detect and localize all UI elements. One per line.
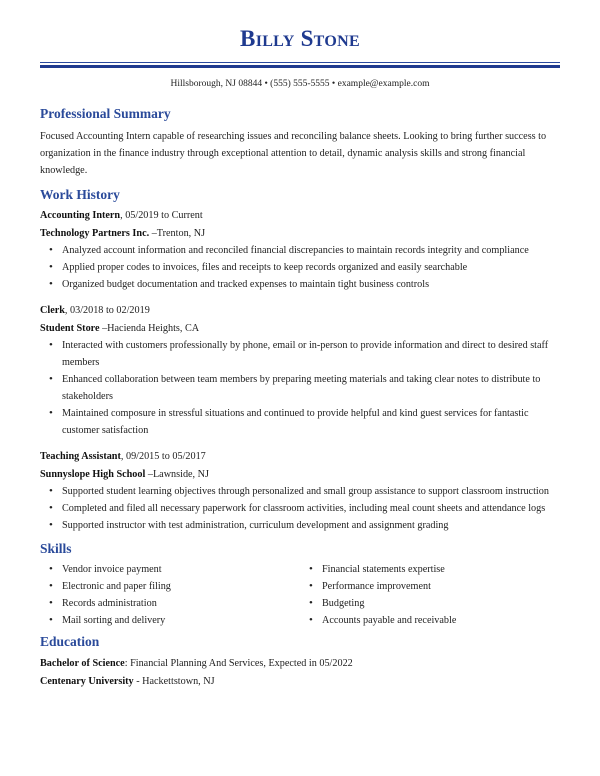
header-divider-thick: [40, 65, 560, 68]
job-bullet: • Maintained composure in stressful situations and continued to provide helpful and kind guest services for fantastic customer satisfaction: [62, 405, 560, 439]
summary-text: Focused Accounting Intern capable of researching issues and reconciling balance sheets. Looking to bring further success to organization in the finance industry through exceptional attention to detail, dynamic analysis skills and strong financial knowledge.: [40, 131, 547, 176]
job-bullet: • Interacted with customers professionally by phone, email or in-person to provide information and direct to desired staff members: [62, 337, 560, 371]
job-bullet: • Supported student learning objectives through personalized and small group assistance to support classroom instruction: [62, 483, 560, 500]
skill-item: • Records administration: [62, 595, 300, 612]
job-bullet: • Completed and filed all necessary paperwork for classroom activities, including meal count sheets and attendance logs: [62, 500, 560, 517]
skill-item: • Mail sorting and delivery: [62, 612, 300, 629]
education-section: [40, 632, 560, 690]
job-entry: [40, 207, 560, 293]
job-entry: [40, 448, 560, 534]
job-company-line: [40, 225, 560, 242]
job-bullets: [40, 483, 560, 534]
job-bullet: • Applied proper codes to invoices, files and receipts to keep records organized and easily searchable: [62, 259, 560, 276]
job-location: –Hacienda Heights, CA: [99, 323, 200, 334]
job-dates: , 09/2015 to 05/2017: [120, 451, 206, 462]
school-line: [40, 673, 560, 690]
skills-list-left: [40, 561, 300, 629]
skill-item: • Electronic and paper filing: [62, 578, 300, 595]
summary-heading: Professional Summary: [40, 106, 171, 121]
job-bullets: [40, 337, 560, 439]
job-location: –Trenton, NJ: [149, 228, 206, 239]
skills-section: [40, 539, 560, 629]
job-title-line: [40, 207, 560, 224]
job-location: –Lawnside, NJ: [145, 469, 209, 480]
job-bullet: • Enhanced collaboration between team members by preparing meeting materials and taking clear notes to distribute to stakeholders: [62, 371, 560, 405]
job-company-line: [40, 466, 560, 483]
job-title-line: [40, 448, 560, 465]
job-bullet: • Supported instructor with test administration, curriculum development and assignment grading: [62, 517, 560, 534]
job-bullet: • Analyzed account information and reconciled financial discrepancies to maintain records integrity and compliance: [62, 242, 560, 259]
job-company: Student Store: [40, 323, 100, 334]
school: Centenary University: [40, 676, 134, 687]
summary-section: [40, 104, 560, 179]
job-dates: , 05/2019 to Current: [120, 210, 203, 221]
job-bullets: [40, 242, 560, 293]
education-heading: Education: [40, 634, 100, 649]
contact-info: Hillsborough, NJ 08844 • (555) 555-5555 • example@example.com: [170, 79, 430, 89]
school-location: - Hackettstown, NJ: [133, 676, 215, 687]
job-role: Accounting Intern: [40, 210, 121, 221]
job-role: Teaching Assistant: [40, 451, 121, 462]
work-history-heading: Work History: [40, 187, 120, 202]
skills-heading: Skills: [40, 541, 72, 556]
job-role: Clerk: [40, 305, 65, 316]
job-company-line: [40, 320, 560, 337]
job-entry: [40, 302, 560, 439]
skill-item: • Performance improvement: [322, 578, 560, 595]
header-divider-thin: [40, 62, 560, 63]
skills-list-right: [300, 561, 560, 629]
skill-item: • Budgeting: [322, 595, 560, 612]
job-bullet: • Organized budget documentation and tracked expenses to maintain tight business controls: [62, 276, 560, 293]
skill-item: • Vendor invoice payment: [62, 561, 300, 578]
skill-item: • Financial statements expertise: [322, 561, 560, 578]
work-history-section: [40, 185, 560, 534]
candidate-name: Billy Stone: [240, 26, 360, 51]
skill-item: • Accounts payable and receivable: [322, 612, 560, 629]
job-company: Technology Partners Inc.: [40, 228, 150, 239]
degree: Bachelor of Science: [40, 658, 125, 669]
degree-line: [40, 655, 560, 672]
job-title-line: [40, 302, 560, 319]
degree-field: : Financial Planning And Services, Expected in 05/2022: [124, 658, 353, 669]
resume-body: [40, 104, 560, 693]
job-company: Sunnyslope High School: [40, 469, 146, 480]
job-dates: , 03/2018 to 02/2019: [64, 305, 150, 316]
